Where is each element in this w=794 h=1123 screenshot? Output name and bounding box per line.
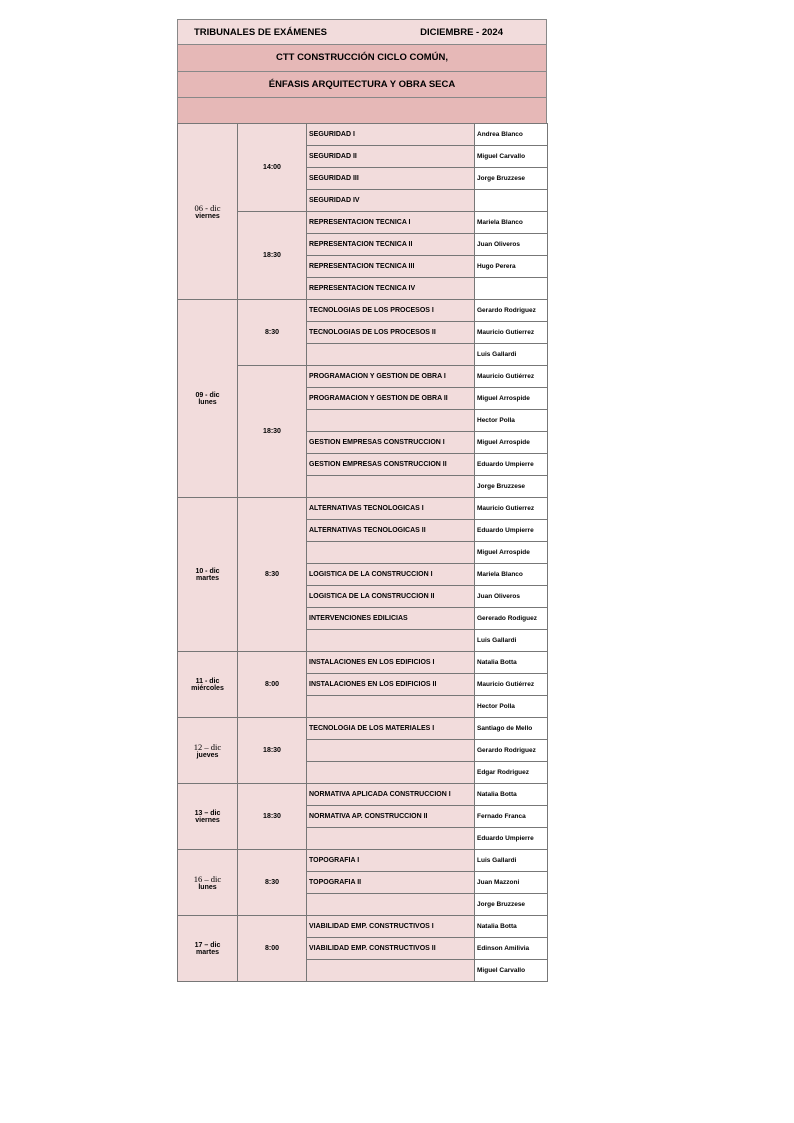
- professor-cell: Juan Oliveros: [475, 234, 548, 256]
- subject-cell: VIABILIDAD EMP. CONSTRUCTIVOS I: [307, 916, 475, 938]
- day-date: 09 - dic: [195, 391, 220, 399]
- subject-cell: TOPOGRAFIA I: [307, 850, 475, 872]
- table-row: [178, 300, 548, 322]
- professor-cell: Jorge Bruzzese: [475, 894, 548, 916]
- professor-cell: Luis Gallardi: [475, 344, 548, 366]
- subject-cell: [307, 542, 475, 564]
- professor-cell: Hector Polla: [475, 696, 548, 718]
- professor-cell: [475, 190, 548, 212]
- professor-cell: Natalia Botta: [475, 652, 548, 674]
- subject-cell: PROGRAMACION Y GESTION DE OBRA II: [307, 388, 475, 410]
- professor-cell: Jorge Bruzzese: [475, 476, 548, 498]
- table-row: [178, 124, 548, 146]
- period-label: DICIEMBRE - 2024: [420, 26, 503, 38]
- time-cell: 14:00: [238, 124, 307, 212]
- subject-cell: TECNOLOGIAS DE LOS PROCESOS II: [307, 322, 475, 344]
- subject-cell: [307, 828, 475, 850]
- professor-cell: Andrea Blanco: [475, 124, 548, 146]
- professor-cell: [475, 278, 548, 300]
- subject-cell: REPRESENTACION TECNICA II: [307, 234, 475, 256]
- professor-cell: Natalia Botta: [475, 784, 548, 806]
- professor-cell: Mauricio Gutierrez: [475, 322, 548, 344]
- subject-cell: INSTALACIONES EN LOS EDIFICIOS II: [307, 674, 475, 696]
- subject-cell: REPRESENTACION TECNICA IV: [307, 278, 475, 300]
- subject-cell: TECNOLOGIAS DE LOS PROCESOS I: [307, 300, 475, 322]
- time-cell: 8:30: [238, 850, 307, 916]
- time-cell: 8:30: [238, 498, 307, 652]
- subject-cell: SEGURIDAD IV: [307, 190, 475, 212]
- subject-cell: VIABILIDAD EMP. CONSTRUCTIVOS II: [307, 938, 475, 960]
- subject-cell: GESTION EMPRESAS CONSTRUCCION II: [307, 454, 475, 476]
- time-cell: 18:30: [238, 718, 307, 784]
- subject-cell: [307, 960, 475, 982]
- professor-cell: Gerardo Rodriguez: [475, 740, 548, 762]
- exam-schedule-sheet: [177, 19, 547, 982]
- time-cell: 18:30: [238, 366, 307, 498]
- subject-cell: LOGISTICA DE LA CONSTRUCCION II: [307, 586, 475, 608]
- professor-cell: Mariela Blanco: [475, 212, 548, 234]
- day-weekday: viernes: [195, 816, 220, 824]
- subject-cell: [307, 476, 475, 498]
- subject-cell: REPRESENTACION TECNICA I: [307, 212, 475, 234]
- professor-cell: Miguel Arrospide: [475, 432, 548, 454]
- subject-cell: [307, 344, 475, 366]
- page-title: TRIBUNALES DE EXÁMENES: [194, 26, 328, 38]
- professor-cell: Eduardo Umpierre: [475, 454, 548, 476]
- professor-cell: Luis Gallardi: [475, 630, 548, 652]
- day-cell: [178, 916, 238, 982]
- professor-cell: Edinson Amilivia: [475, 938, 548, 960]
- header-row: [177, 19, 547, 44]
- day-date: 11 - dic: [195, 677, 220, 685]
- day-date: 12 – dic: [193, 742, 222, 752]
- professor-cell: Eduardo Umpierre: [475, 520, 548, 542]
- professor-cell: Miguel Carvallo: [475, 960, 548, 982]
- day-weekday: lunes: [198, 884, 217, 891]
- day-date: 16 – dic: [193, 874, 222, 884]
- professor-cell: Hugo Perera: [475, 256, 548, 278]
- subject-cell: TECNOLOGIA DE LOS MATERIALES I: [307, 718, 475, 740]
- professor-cell: Jorge Bruzzese: [475, 168, 548, 190]
- subject-cell: [307, 762, 475, 784]
- table-row: [178, 498, 548, 520]
- day-cell: [178, 652, 238, 718]
- subject-cell: NORMATIVA AP. CONSTRUCCION II: [307, 806, 475, 828]
- blank-header-band: [177, 97, 547, 123]
- professor-cell: Hector Polla: [475, 410, 548, 432]
- table-row: [178, 850, 548, 872]
- subject-cell: SEGURIDAD III: [307, 168, 475, 190]
- course-title-line2: ÉNFASIS ARQUITECTURA Y OBRA SECA: [177, 71, 547, 98]
- schedule-table: [177, 123, 548, 982]
- subject-cell: [307, 894, 475, 916]
- professor-cell: Gererado Rodiguez: [475, 608, 548, 630]
- subject-cell: [307, 740, 475, 762]
- day-cell: [178, 124, 238, 300]
- day-cell: [178, 850, 238, 916]
- professor-cell: Edgar Rodriguez: [475, 762, 548, 784]
- professor-cell: Juan Mazzoni: [475, 872, 548, 894]
- subject-cell: LOGISTICA DE LA CONSTRUCCION I: [307, 564, 475, 586]
- subject-cell: INTERVENCIONES EDILICIAS: [307, 608, 475, 630]
- professor-cell: Gerardo Rodriguez: [475, 300, 548, 322]
- subject-cell: TOPOGRAFIA II: [307, 872, 475, 894]
- professor-cell: Natalia Botta: [475, 916, 548, 938]
- professor-cell: Mauricio Gutierrez: [475, 498, 548, 520]
- day-weekday: miércoles: [191, 684, 224, 692]
- day-weekday: jueves: [196, 752, 219, 759]
- professor-cell: Juan Oliveros: [475, 586, 548, 608]
- subject-cell: GESTION EMPRESAS CONSTRUCCION I: [307, 432, 475, 454]
- day-cell: [178, 718, 238, 784]
- subject-cell: ALTERNATIVAS TECNOLOGICAS II: [307, 520, 475, 542]
- time-cell: 8:00: [238, 916, 307, 982]
- subject-cell: [307, 410, 475, 432]
- day-date: 17 – dic: [194, 941, 221, 949]
- time-cell: 8:00: [238, 652, 307, 718]
- time-cell: 18:30: [238, 784, 307, 850]
- subject-cell: SEGURIDAD II: [307, 146, 475, 168]
- time-cell: 18:30: [238, 212, 307, 300]
- day-cell: [178, 784, 238, 850]
- professor-cell: Luis Gallardi: [475, 850, 548, 872]
- day-weekday: viernes: [195, 213, 220, 220]
- subject-cell: SEGURIDAD I: [307, 124, 475, 146]
- subject-cell: [307, 630, 475, 652]
- professor-cell: Eduardo Umpierre: [475, 828, 548, 850]
- professor-cell: Mariela Blanco: [475, 564, 548, 586]
- subject-cell: REPRESENTACION TECNICA III: [307, 256, 475, 278]
- day-weekday: martes: [196, 948, 219, 956]
- day-date: 10 - dic: [195, 567, 220, 575]
- day-date: 13 – dic: [194, 809, 221, 817]
- table-row: [178, 718, 548, 740]
- professor-cell: Fernado Franca: [475, 806, 548, 828]
- professor-cell: Miguel Arrospide: [475, 388, 548, 410]
- professor-cell: Miguel Carvallo: [475, 146, 548, 168]
- day-cell: [178, 300, 238, 498]
- subject-cell: [307, 696, 475, 718]
- subject-cell: PROGRAMACION Y GESTION DE OBRA I: [307, 366, 475, 388]
- professor-cell: Santiago de Mello: [475, 718, 548, 740]
- subject-cell: NORMATIVA APLICADA CONSTRUCCION I: [307, 784, 475, 806]
- table-row: [178, 652, 548, 674]
- professor-cell: Mauricio Gutiérrez: [475, 674, 548, 696]
- day-weekday: martes: [196, 574, 219, 582]
- subject-cell: ALTERNATIVAS TECNOLOGICAS I: [307, 498, 475, 520]
- time-cell: 8:30: [238, 300, 307, 366]
- professor-cell: Mauricio Gutiérrez: [475, 366, 548, 388]
- day-cell: [178, 498, 238, 652]
- professor-cell: Miguel Arrospide: [475, 542, 548, 564]
- table-row: [178, 916, 548, 938]
- subject-cell: INSTALACIONES EN LOS EDIFICIOS I: [307, 652, 475, 674]
- course-title-line1: CTT CONSTRUCCIÓN CICLO COMÚN,: [177, 44, 547, 71]
- table-row: [178, 784, 548, 806]
- day-date: 06 - dic: [194, 203, 221, 213]
- day-weekday: lunes: [198, 398, 217, 406]
